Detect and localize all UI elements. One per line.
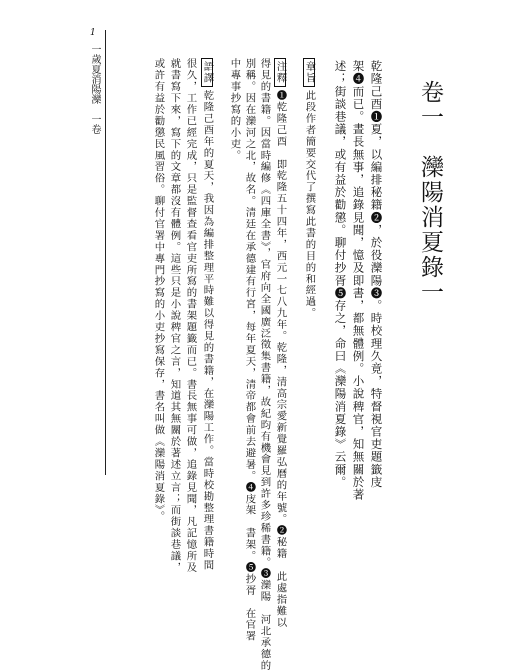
section-text: 此段作者簡要交代了撰寫此書的目的和經過。 [303, 89, 316, 319]
section-text: ❶乾隆己酉 即乾隆五十四年，西元一七八九年。乾隆，清高宗愛新覺羅弘曆的年號。❷秘籍 此處指難以 [274, 89, 287, 629]
section-text-line: 得見的書籍。因當時編修《四庫全書》，官府向全國廣泛徵集書籍，故紀昀有機會見到許多珍稀書籍。❸灤陽 河北承德的 [258, 58, 271, 671]
section-text: 乾隆己酉年的夏天，我因為編排整理平時難以得見的書籍，在灤陽工作。當時校勘整理書籍時間 [201, 89, 214, 571]
main-text-line: 述；街談巷議，或有益於勸懲。聊付抄胥❺存之，命曰《灤陽消夏錄》云爾。 [333, 60, 348, 489]
header-rule [105, 30, 106, 475]
section-text-line: 或許有益於勸懲民風習俗。聊付官署中專門抄寫的小吏抄寫保存，書名叫做《灤陽消夏錄》。 [152, 58, 165, 523]
section-yuyi [201, 58, 213, 571]
section-text-line: 很久，工作已經完成，只是監督查看官吏所寫的書架題籤而已。書長無事可做，追錄見聞，凡記憶所及 [184, 58, 197, 574]
main-text-line: 架❹而已。晝長無事，追錄見聞，憶及即書，都無體例。小說稗官，知無關於著 [351, 60, 366, 501]
section-zhushi [274, 58, 286, 628]
section-text-line: 就書寫下來，寫下的文章都沒有體例。這些只是小說稗官之言，知道其無關於著述立言；而街談巷議， [168, 58, 181, 574]
page-number: 1 [90, 28, 96, 38]
section-text-line: 中專事抄寫的小吏。 [228, 58, 241, 162]
section-text-line: 別稱。因在灤河之北，故名。清廷在承德建有行宮，每年夏天，清帝都會前去避暑。❹庋架 書架。❺抄胥 在官署 [243, 58, 256, 642]
section-label: 注釋 [274, 58, 286, 87]
section-label: 語譯 [201, 58, 213, 87]
section-zhangzhi [303, 58, 315, 319]
section-label: 章旨 [303, 58, 315, 87]
running-header: 一歲夏消陽灤 一卷 [89, 44, 100, 134]
main-text-line: 乾隆己酉❶夏，以編排秘籍❷，於役灤陽❸。時校理久竟，特督視官吏題籤庋 [369, 60, 384, 489]
chapter-title: 卷一 灤陽消夏錄一 [417, 80, 443, 305]
